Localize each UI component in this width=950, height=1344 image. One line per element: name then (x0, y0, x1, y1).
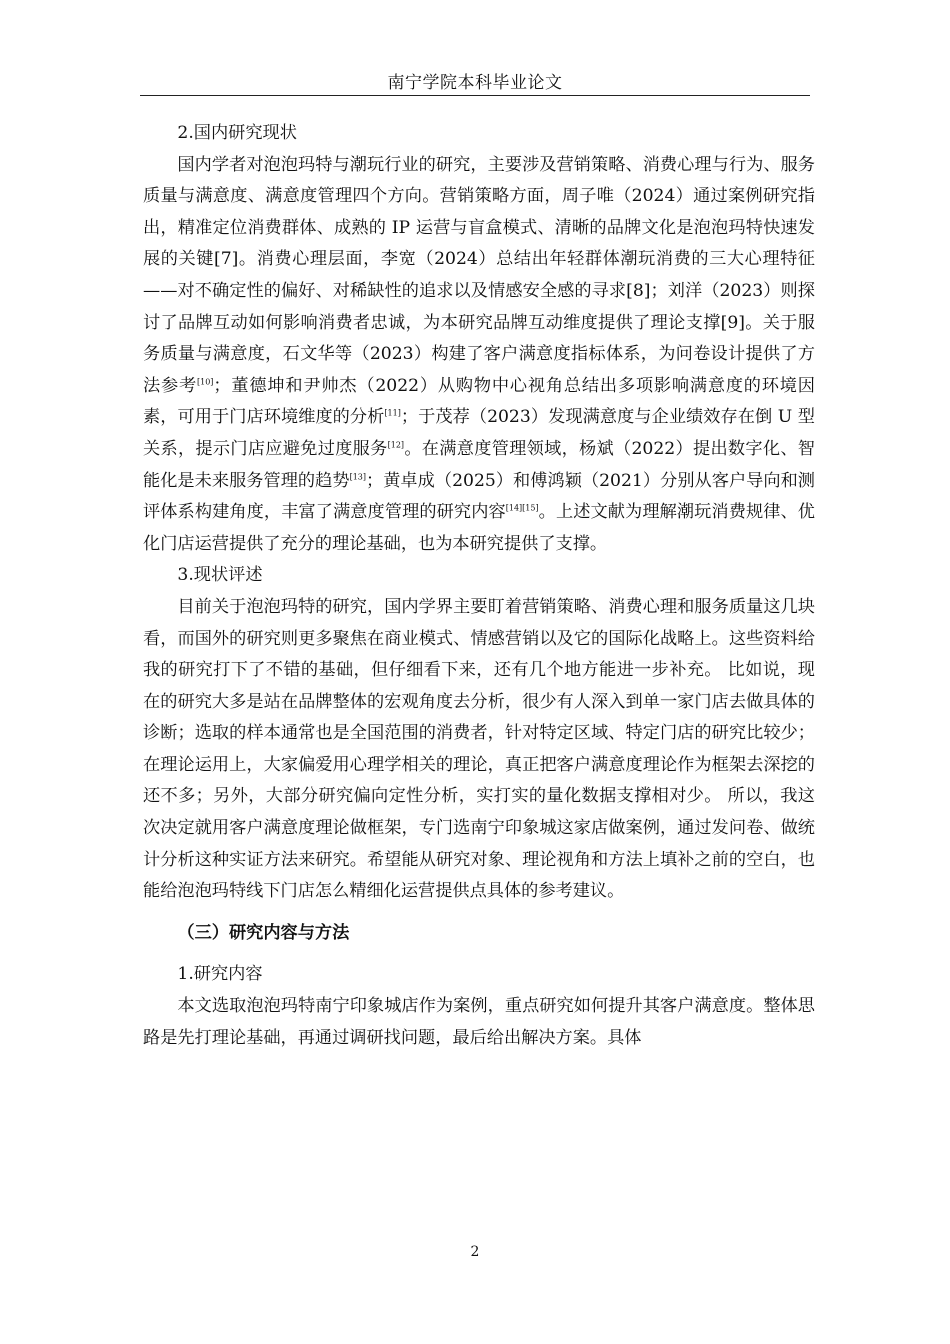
paragraph-content: 本文选取泡泡玛特南宁印象城店作为案例，重点研究如何提升其客户满意度。整体思路是先打理论基础，再通过调研找问题，最后给出解决方案。具体 (143, 996, 815, 1048)
citation-14-15: [14][15] (505, 503, 539, 513)
paragraph-domestic-research (143, 150, 815, 561)
section-heading-review: 3.现状评述 (177, 565, 263, 586)
page-number: 2 (470, 1244, 480, 1260)
text-run: 。上述文献为理解潮玩消费规律、优化门店运营提供了充分的理论基础，也为本研究提供了支撑。 (143, 502, 815, 554)
text-run: ；于茂荐（2023）发现满意度与企业绩效存在倒 U 型关系，提示门店应避免过度服务 (143, 407, 815, 459)
page-header: 南宁学院本科毕业论文 (387, 73, 563, 93)
page-content (143, 118, 815, 1054)
section-subheading-content: 1.研究内容 (177, 964, 263, 985)
section-heading-domestic: 2.国内研究现状 (177, 123, 297, 143)
section-heading-content-methods: （三）研究内容与方法 (177, 922, 350, 943)
paragraph-review: 目前关于泡泡玛特的研究，国内学界主要盯着营销策略、消费心理和服务质量这几块看，而国外的研究则更多聚焦在商业模式、情感营销以及它的国际化战略上。这些资料给我的研究打下了不错的基础，但仔细看下来，还有几个地方能进一步补充。 比如说，现在的研究大多是站在品牌整体的宏观角度去分析，很少有人深入到单一家门店去做具体的诊断；选取的样本通常也是全国范围的消费者，针对特定区域、特定门店的研究比较少；在理论运用上，大家偏爱用心理学相关的理论，真正把客户满意度理论作为框架去深挖的还不多；另外，大部分研究偏向定性分析，实打实的量化数据支撑相对少。 所以，我这次决定就用客户满意度理论做框架，专门选南宁印象城这家店做案例，通过发问卷、做统计分析这种实证方法来研究。希望能从研究对象、理论视角和方法上填补之前的空白，也能给泡泡玛特线下门店怎么精细化运营提供点具体的参考建议。 (143, 596, 815, 902)
text-run: ；黄卓成（2025）和傅鸿颖（2021）分别从客户导向和测评体系构建角度，丰富了满意度管理的研究内容 (143, 470, 815, 523)
citation-10: [10] (196, 377, 214, 387)
header-divider (140, 95, 810, 96)
citation-11: [11] (384, 408, 401, 418)
citation-12: [12] (387, 440, 405, 450)
text-run: 国内学者对泡泡玛特与潮玩行业的研究，主要涉及营销策略、消费心理与行为、服务质量与满意度、满意度管理四个方向。营销策略方面，周子唯（2024）通过案例研究指出，精准定位消费群体、成熟的 IP 运营与盲盒模式、清晰的品牌文化是泡泡玛特快速发展的关键[7]。消费心理层面，李宽（2024）总结出年轻群体潮玩消费的三大心理特征——对不确定性的偏好、对稀缺性的追求以及情感安全感的寻求[8]；刘洋（2023）则探讨了品牌互动如何影响消费者忠诚，为本研究品牌互动维度提供了理论支撑[9]。关于服务质量与满意度，石文华等（2023）构建了客户满意度指标体系，为问卷设计提供了方法参考 (143, 154, 815, 396)
citation-13: [13] (349, 471, 366, 481)
text-run: 。在满意度管理领域，杨斌（2022）提出数字化、智能化是未来服务管理的趋势 (143, 438, 815, 491)
text-run: ；董德坤和尹帅杰（2022）从购物中心视角总结出多项影响满意度的环境因素，可用于门店环境维度的分析 (143, 375, 815, 428)
